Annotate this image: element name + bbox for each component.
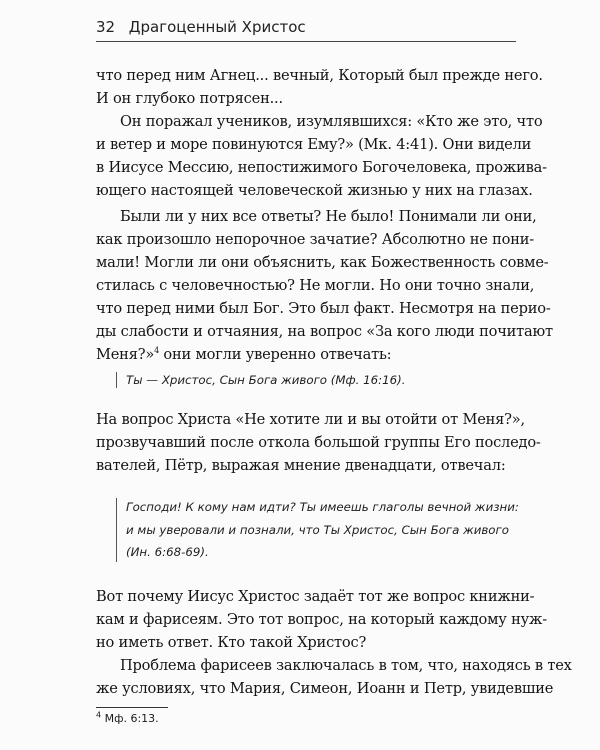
body-line: в Иисусе Мессию, непостижимого Богочеловека, прожива-	[96, 159, 547, 176]
body-line: ющего настоящей человеческой жизнью у них на глазах.	[96, 182, 533, 199]
body-line: что перед ним Агнец... вечный, Который был прежде него.	[96, 67, 543, 84]
scripture-quote: Ты — Христос, Сын Бога живого (Мф. 16:16).	[126, 373, 406, 387]
body-line: ды слабости и отчаяния, на вопрос «За кого люди почитают	[96, 323, 553, 340]
body-line: стилась с человечностью? Не могли. Но они точно знали,	[96, 277, 535, 294]
footnote-text: Мф. 6:13.	[101, 712, 159, 725]
text-after-note: они могли уверенно отвечать:	[158, 346, 392, 363]
body-line: На вопрос Христа «Не хотите ли и вы отойти от Меня?»,	[96, 411, 525, 428]
body-line: прозвучавший после откола большой группы Его последо-	[96, 434, 541, 451]
footnote-marker: 4	[96, 710, 102, 720]
body-line: Вот почему Иисус Христос задаёт тот же вопрос книжни-	[96, 588, 535, 605]
body-line: кам и фарисеям. Это тот вопрос, на который каждому нуж-	[96, 611, 547, 628]
page-number: 32	[96, 18, 116, 36]
body-line: же условиях, что Мария, Симеон, Иоанн и Петр, увидевшие	[96, 680, 554, 697]
body-line: что перед ними был Бог. Это был факт. Несмотря на перио-	[96, 300, 551, 317]
paragraph-first-line: Проблема фарисеев заключалась в том, что, находясь в тех	[120, 657, 572, 674]
quote-bar	[116, 498, 117, 562]
footnote-marker: 4	[154, 346, 159, 356]
footnote	[96, 710, 159, 728]
running-title: Драгоценный Христос	[128, 18, 306, 36]
body-line: и ветер и море повинуются Ему?» (Мк. 4:41). Они видели	[96, 136, 532, 153]
body-line: как произошло непорочное зачатие? Абсолютно не пони-	[96, 231, 535, 248]
footnote-rule	[96, 707, 168, 708]
text-before-note: Меня?»	[96, 346, 155, 363]
paragraph-first-line: Были ли у них все ответы? Не было! Понимали ли они,	[120, 208, 537, 225]
scripture-quote-line: (Ин. 6:68-69).	[126, 545, 209, 559]
body-line: мали! Могли ли они объяснить, как Божественность совме-	[96, 254, 549, 271]
paragraph-first-line: Он поражал учеников, изумлявшихся: «Кто же это, что	[120, 113, 543, 130]
quote-bar	[116, 372, 117, 388]
body-line: но иметь ответ. Кто такой Христос?	[96, 634, 367, 651]
scripture-quote-line: и мы уверовали и познали, что Ты Христос, Сын Бога живого	[126, 523, 509, 537]
body-line: И он глубоко потрясен...	[96, 90, 283, 107]
header-rule	[96, 41, 516, 42]
running-header	[96, 14, 516, 40]
scripture-quote-line: Господи! К кому нам идти? Ты имеешь глаголы вечной жизни:	[126, 500, 519, 514]
body-line-with-footnote	[96, 345, 391, 365]
body-line: вателей, Пётр, выражая мнение двенадцати, отвечал:	[96, 457, 506, 474]
